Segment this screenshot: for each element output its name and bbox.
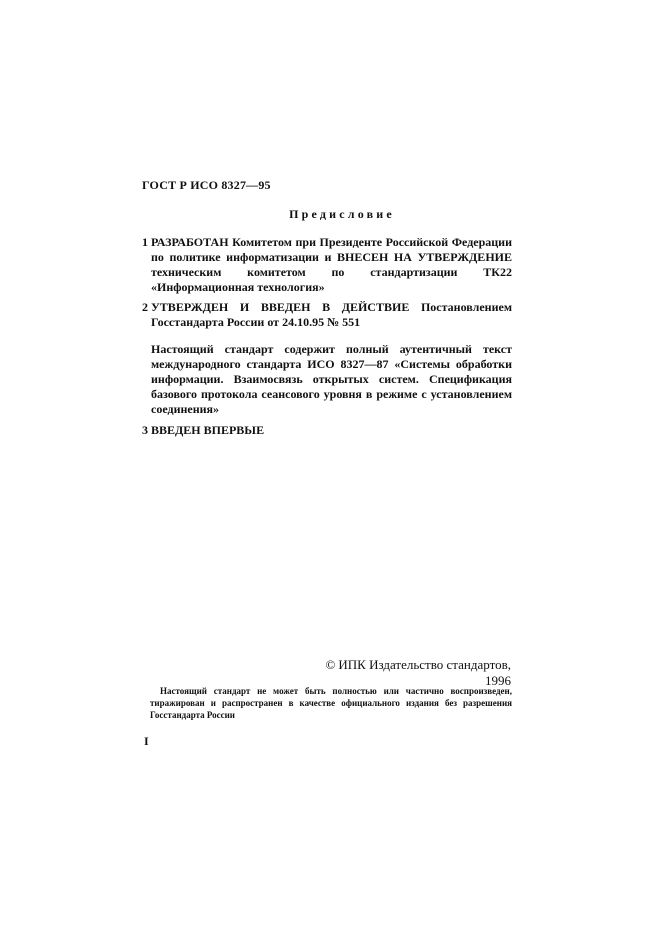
document-number: ГОСТ Р ИСО 8327—95 [142, 178, 271, 192]
section-number: 3 [142, 423, 148, 437]
section-number: 2 [142, 300, 148, 314]
copyright-text: ИПК Издательство стандартов, 1996 [338, 657, 511, 688]
preface-title: Предисловие [289, 207, 395, 221]
standard-note: Настоящий стандарт содержит полный аутентичный текст международного стандарта ИСО 8327—87 «Системы обработки информации. Взаимосвязь открытых систем. Спецификация базового протокола сеансового уровня в режиме с установлением соединения» [151, 342, 512, 416]
reproduction-disclaimer: Настоящий стандарт не может быть полностью или частично воспроизведен, тиражирован и распространен в качестве официального издания без разрешения Госстандарта России [150, 686, 512, 720]
preface-section-3 [142, 423, 512, 438]
page-number: I [144, 734, 149, 748]
preface-section-2 [142, 300, 512, 330]
section-number: 1 [142, 235, 148, 249]
copyright-symbol: © [325, 657, 336, 672]
section-text: РАЗРАБОТАН Комитетом при Президенте Российской Федерации по политике информатизации и ВНЕСЕН НА УТВЕРЖДЕНИЕ техническим комитетом по стандартизации ТК22 «Информационная технология» [151, 235, 512, 294]
preface-section-1 [142, 235, 512, 295]
section-text: УТВЕРЖДЕН И ВВЕДЕН В ДЕЙСТВИЕ Постановлением Госстандарта России от 24.10.95 № 551 [151, 300, 512, 329]
section-text: ВВЕДЕН ВПЕРВЫЕ [151, 423, 265, 437]
